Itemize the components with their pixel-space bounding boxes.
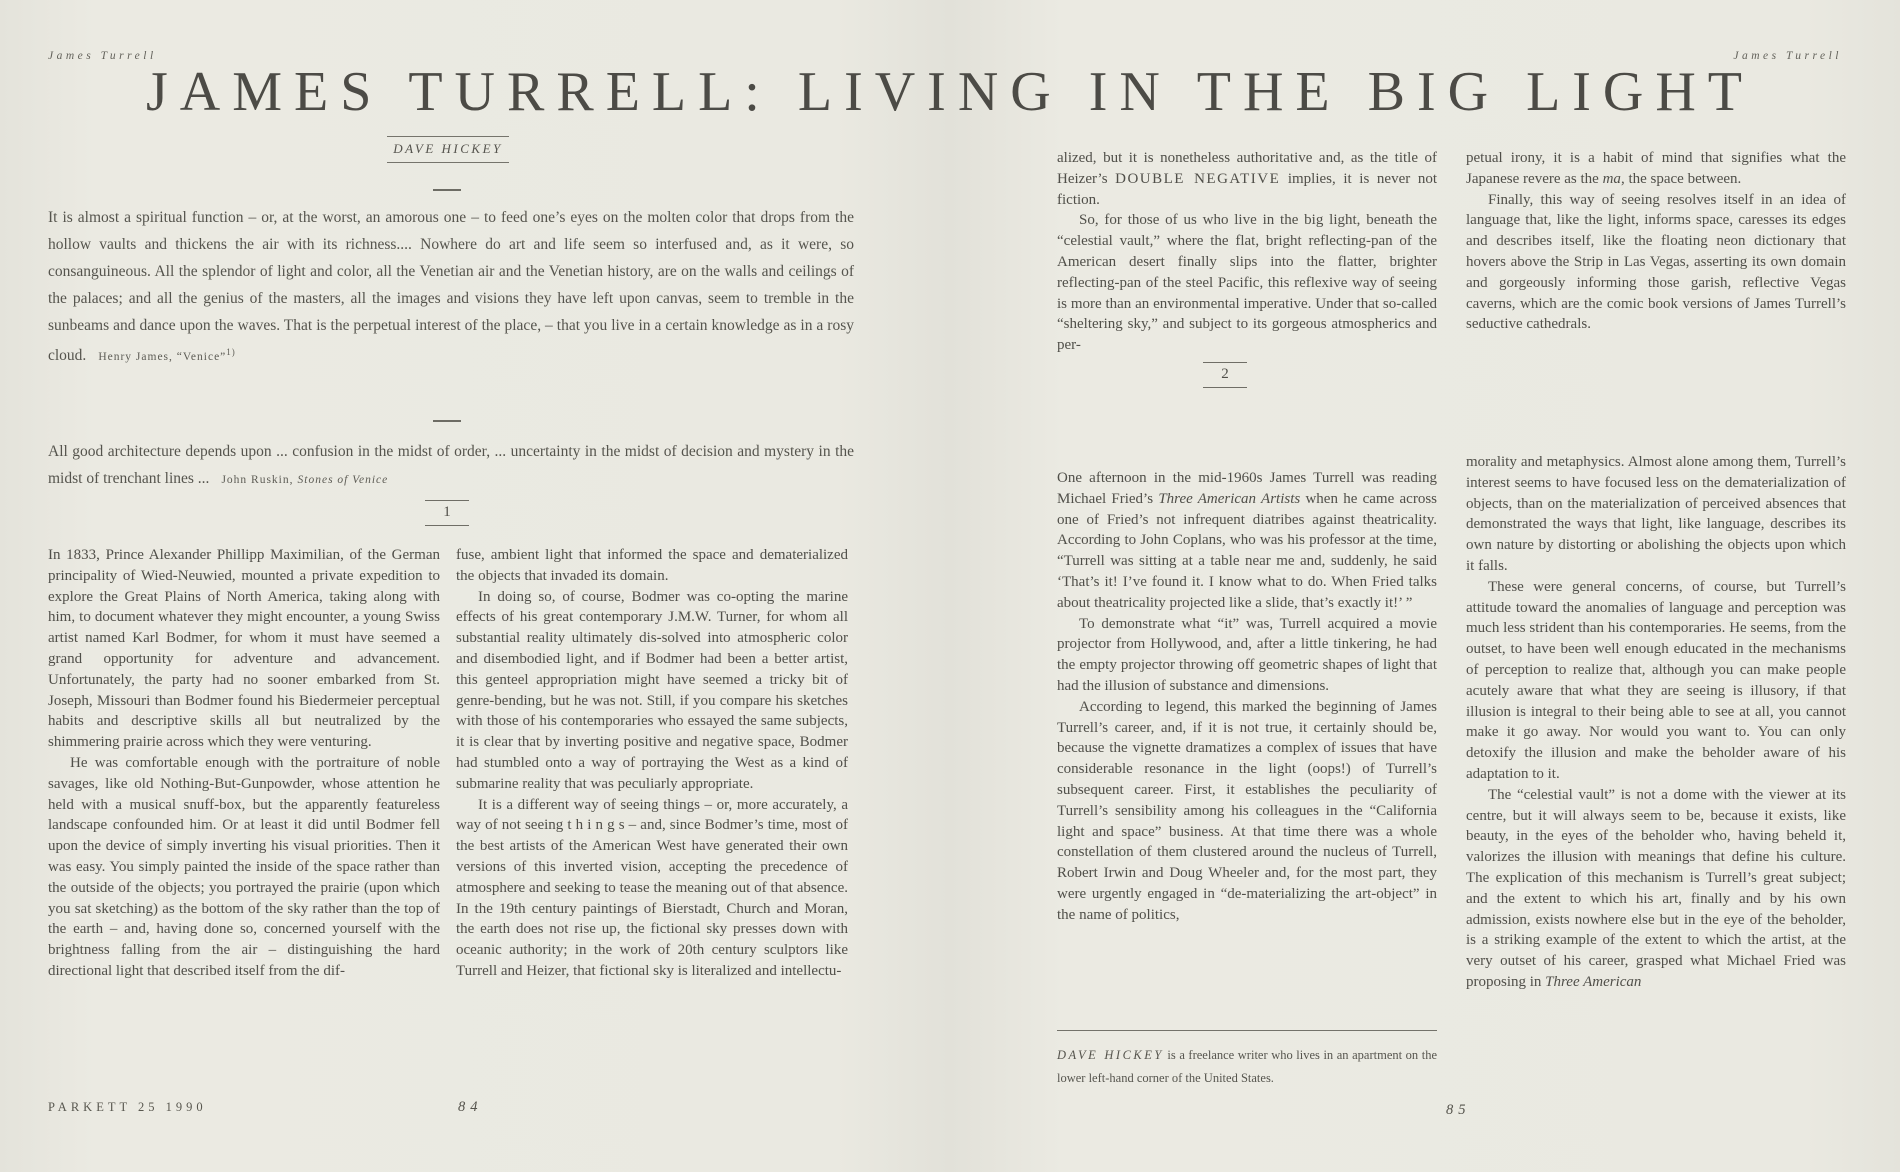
byline: DAVE HICKEY	[387, 136, 509, 163]
epigraph-attribution	[98, 347, 236, 363]
paragraph: These were general concerns, of course, but Turrell’s attitude toward the anomalies of language and perception was much less strident than his contemporaries. He seems, from the outset, to have been well enough educated in the mechanisms of perception to realize that, although you can make people acutely aware that what they are seeing is illusory, if that illusion is integral to their being able to see at all, you cannot make it go away. Nor would you want to. You can only detoxify the illusion and make the beholder aware of his adaptation to it.	[1466, 578, 1846, 782]
paragraph: morality and metaphysics. Almost alone among them, Turrell’s interest seems to have focused less on the dematerialization of objects, than on the materialization of perceived absences that demonstrated the ways that light, like language, describes its own nature by distorting or abolishing the objects upon which it falls.	[1466, 454, 1846, 574]
epigraph-text: All good architecture depends upon ... confusion in the midst of order, ... uncertainty in the midst of decision and mystery in the midst of trenchant lines ...	[48, 443, 854, 487]
paragraph: Finally, this way of seeing resolves itself in an idea of language that, like the light, informs space, caresses its edges and describes itself, like the floating neon dictionary that hovers above the Strip in Las Vegas, asserting its own domain and gorgeously informing those garish, reflective Vegas caverns, which are the comic book versions of James Turrell’s seductive cathedrals.	[1466, 191, 1846, 333]
paragraph-text: when he came across one of Fried’s not infrequent diatribes against theatricality. According to John Coplans, who was his professor at the time, “Turrell was sitting at a table near me and, suddenly, he said ‘That’s it! I’ve found it. I know what to do. When Fried talks about theatricality projected like a slide, that’s exactly it!’ ”	[1057, 490, 1437, 611]
epigraph-john-ruskin	[48, 438, 854, 494]
left-page-column-1	[48, 545, 440, 982]
book-title: Three American	[1545, 973, 1642, 990]
attribution-work-title: Stones of Venice	[297, 474, 389, 486]
right-page-column-2-top	[1466, 148, 1846, 335]
paragraph: In doing so, of course, Bodmer was co-opting the marine effects of his great contemporary J.M.W. Turner, for whom all substantial reality ultimately dis-solved into atmospheric color and disembodied light, and if Bodmer had been a better artist, this genteel appropriation might have seemed a tricky bit of genre-bending, but he was not. Still, if you compare his sketches with those of his contemporaries who essayed the same subjects, it is clear that by inverting positive and negative space, Bodmer had stumbled onto a way of portraying the West as a kind of submarine reality that was peculiarly appropriate.	[456, 588, 848, 792]
right-page-column-1-top	[1057, 148, 1437, 356]
contributor-note	[1057, 1044, 1437, 1090]
paragraph-text: , the space between.	[1620, 170, 1742, 187]
paragraph-text: implies, it is never not fiction.	[1057, 170, 1438, 208]
paragraph-text: The “celestial vault” is not a dome with the viewer at its centre, but it will always seem to be, because it exists, like beauty, in the eyes of the beholder who, having beheld it, valorizes the illusion with meanings that define his culture. The explication of this mechanism is Turrell’s great subject; and the extent to which his art, finally and by his own admission, exists nowhere else but in the eye of the beholder, is a striking example of the extent to which the artist, at the very outset of his career, grasped what Michael Fried was proposing in	[1466, 786, 1846, 990]
divider-dash-middle	[433, 420, 461, 422]
section-marker-2: 2	[1203, 362, 1247, 388]
attribution-text: John Ruskin,	[221, 474, 294, 486]
contributor-name: DAVE HICKEY	[1057, 1048, 1164, 1062]
paragraph-text: petual irony, it is a habit of mind that signifies what the Japanese revere as the	[1466, 150, 1846, 187]
italic-term: ma	[1602, 170, 1621, 187]
epigraph-henry-james	[48, 204, 854, 371]
paragraph	[1466, 785, 1846, 993]
article-title: JAMES TURRELL: LIVING IN THE BIG LIGHT	[145, 61, 1755, 123]
left-page-column-2	[456, 545, 848, 982]
paragraph: So, for those of us who live in the big light, beneath the “celestial vault,” where the flat, bright reflecting-pan of the American desert finally slips into the flatter, brighter reflecting-pan of the steel Pacific, this reflexive way of seeing is more than an environmental imperative. Under that so-called “sheltering sky,” and subject to its gorgeous atmospherics and per-	[1057, 212, 1437, 354]
running-head-left: James Turrell	[48, 50, 157, 62]
artwork-title: DOUBLE NEGATIVE	[1115, 170, 1281, 187]
paragraph: In 1833, Prince Alexander Phillipp Maximilian, of the German principality of Wied-Neuwied, mounted a private expedition to explore the Great Plains of North America, taking along with him, to document whatever they might encounter, a young Swiss artist named Karl Bodmer, for whom it must have seemed a grand opportunity for adventure and advancement. Unfortunately, the party had no sooner embarked from St. Joseph, Missouri than Bodmer found his Biedermeier perceptual habits and descriptive skills all but neutralized by the shimmering prairie across which they were venturing.	[48, 547, 440, 751]
paragraph: According to legend, this marked the beginning of James Turrell’s career, and, if it is not true, it certainly should be, because the vignette dramatizes a complex of issues that have considerable resonance in the light (oops!) of Turrell’s subsequent career. First, it establishes the peculiarity of Turrell’s sensibility among his colleagues in the “California light and space” business. At that time there was a whole constellation of them clustered around the nucleus of Turrell, Robert Irwin and Doug Wheeler and, for the most part, they were urgently engaged in “de-materializing the art-object” in the name of politics,	[1057, 698, 1437, 923]
paragraph: To demonstrate what “it” was, Turrell acquired a movie projector from Hollywood, and, after a little tinkering, he had the empty projector throwing off geometric shapes of light that had the illusion of substance and dimensions.	[1057, 615, 1437, 694]
epigraph-text: It is almost a spiritual function – or, at the worst, an amorous one – to feed one’s eyes on the molten color that drops from the hollow vaults and thickens the air with its richness.... Nowhere do art and life seem so interfused and, as it were, so consanguineous. All the splendor of light and color, all the Venetian air and the Venetian history, are on the walls and ceilings of the palaces; and all the genius of the masters, all the images and visions they have left upon canvas, seem to tremble in the sunbeams and dance upon the waves. That is the perpetual interest of the place, – that you live in a certain knowledge as in a rosy cloud.	[48, 209, 854, 364]
contributor-note-rule	[1057, 1030, 1437, 1031]
paragraph	[1057, 468, 1437, 614]
paragraph	[1057, 148, 1437, 210]
imprint: PARKETT 25 1990	[48, 1100, 207, 1114]
paragraph-text: alized, but it is nonetheless authoritative and, as the title of Heizer’s	[1057, 150, 1437, 187]
paragraph: He was comfortable enough with the portraiture of noble savages, like old Nothing-But-Gunpowder, whose attention he held with a musical snuff-box, but the apparently featureless landscape confounded him. Or at least it did until Bodmer fell upon the device of simply inverting his visual priorities. Then it was easy. You simply painted the inside of the space rather than the outside of the objects; you portrayed the prairie (upon which you sat sketching) as the bottom of the sky rather than the top of the earth – and, having done so, concerned yourself with the brightness falling from the air – distinguishing the hard directional light that described itself from the dif-	[48, 754, 440, 979]
page-number-left: 84	[458, 1099, 483, 1115]
right-page-column-1-bottom	[1057, 468, 1437, 926]
attribution-text: Henry James, “Venice”	[98, 350, 227, 363]
paragraph: It is a different way of seeing things – or, more accurately, a way of not seeing t h i n g s – and, since Bodmer’s time, most of the best artists of the American West have generated their own versions of this inverted vision, accepting the precedence of atmosphere and seeking to tease the meaning out of that absence. In the 19th century paintings of Bierstadt, Church and Moran, the earth does not rise up, the fictional sky presses down with oceanic authority; in the work of 20th century sculptors like Turrell and Heizer, that fictional sky is literalized and intellectu-	[456, 796, 848, 979]
paragraph: fuse, ambient light that informed the space and dematerialized the objects that invaded its domain.	[456, 547, 848, 584]
epigraph-attribution	[221, 474, 388, 486]
page-number-right: 85	[1446, 1102, 1471, 1118]
book-title: Three American Artists	[1158, 490, 1301, 507]
running-head-right: James Turrell	[1733, 50, 1842, 62]
contributor-note-text: is a freelance writer who lives in an apartment on the lower left-hand corner of the United States.	[1057, 1048, 1437, 1085]
section-marker-1: 1	[425, 500, 469, 526]
footnote-reference: 1)	[226, 347, 236, 357]
paragraph	[1466, 148, 1846, 190]
divider-dash-top	[433, 189, 461, 191]
paragraph-text: One afternoon in the mid-1960s James Turrell was reading Michael Fried’s	[1057, 470, 1437, 507]
right-page-column-2-bottom	[1466, 452, 1846, 993]
